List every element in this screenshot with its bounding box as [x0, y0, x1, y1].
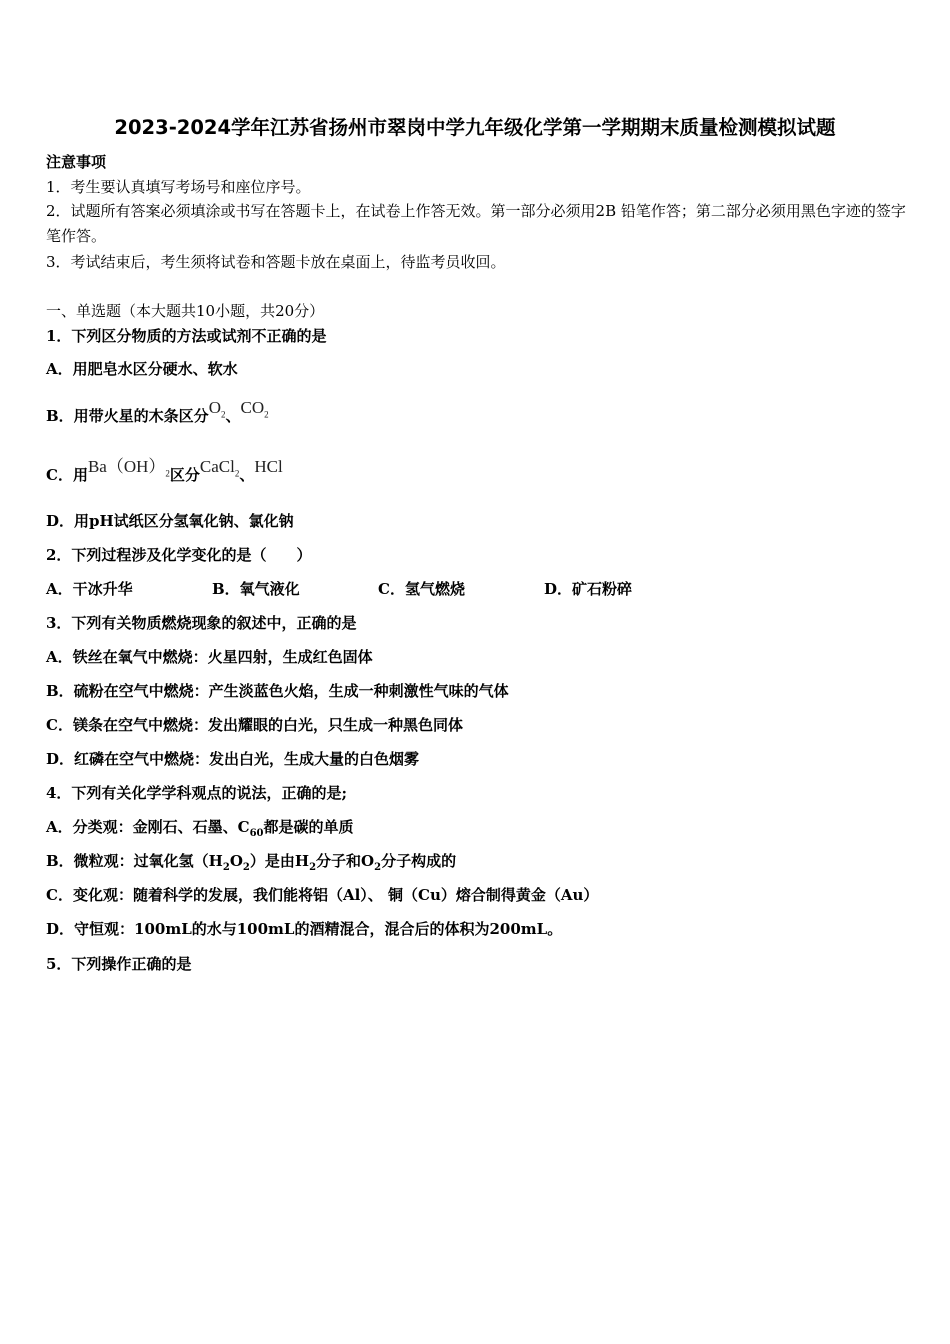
q3-option-c: C．镁条在空气中燃烧：发出耀眼的白光，只生成一种黑色同体	[46, 716, 463, 734]
q1-b-prefix: B．用带火星的木条区分	[46, 407, 209, 425]
q4-option-d: D．守恒观：100mL的水与100mL的酒精混合，混合后的体积为200mL。	[46, 920, 563, 938]
q3-option-a: A．铁丝在氧气中燃烧：火星四射，生成红色固体	[46, 648, 373, 666]
q3-option-d: D．红磷在空气中燃烧：发出白光，生成大量的白色烟雾	[46, 750, 420, 768]
q1-c-separator: 、	[239, 466, 255, 484]
q2-option-b: B．氧气液化	[212, 580, 300, 598]
q1-b-chem-o2: $O_2$	[208, 398, 226, 420]
q2-stem: 2．下列过程涉及化学变化的是（ ）	[46, 546, 312, 564]
q2-options	[46, 579, 632, 599]
notice-item-3: 3．考试结束后，考生须将试卷和答题卡放在桌面上，待监考员收回。	[46, 253, 506, 271]
q1-option-b	[46, 398, 269, 432]
page-title: 2023-2024学年江苏省扬州市翠岗中学九年级化学第一学期期末质量检测模拟试题	[114, 116, 836, 139]
q1-c-chem-hcl: HCl	[254, 457, 283, 476]
q1-stem: 1．下列区分物质的方法或试剂不正确的是	[46, 327, 327, 345]
q4-option-a: A．分类观：金刚石、石墨、$C_{60}$都是碳的单质	[46, 818, 354, 839]
q1-c-mid: 区分	[169, 466, 200, 484]
q1-option-d: D．用pH试纸区分氢氧化钠、氯化钠	[46, 512, 294, 530]
notice-heading: 注意事项	[46, 153, 107, 171]
q4-option-c: C．变化观：随着科学的发展，我们能将铝（Al）、 铜（Cu）熔合制得黄金（Au）	[46, 886, 599, 904]
q3-stem: 3．下列有关物质燃烧现象的叙述中，正确的是	[46, 614, 357, 632]
q1-c-chem-cacl2: CaCl$_2$	[199, 457, 240, 479]
notice-item-2: 2．试题所有答案必须填涂或书写在答题卡上，在试卷上作答无效。第一部分必须用2B 铅笔作答；第二部分必须用黑色字迹的签字笔作答。	[46, 202, 906, 245]
q3-option-b: B．硫粉在空气中燃烧：产生淡蓝色火焰，生成一种刺激性气味的气体	[46, 682, 509, 700]
section-heading: 一、单选题（本大题共10小题，共20分）	[46, 302, 325, 320]
q2-option-d: D．矿石粉碎	[544, 580, 633, 598]
q2-option-a: A．干冰升华	[46, 580, 133, 598]
q1-b-separator: 、	[225, 407, 241, 425]
q1-option-c	[46, 457, 283, 491]
q4-stem: 4．下列有关化学学科观点的说法，正确的是;	[46, 784, 347, 802]
q1-c-prefix: C．用	[46, 466, 88, 484]
q5-stem: 5．下列操作正确的是	[46, 955, 192, 973]
q1-option-a: A．用肥皂水区分硬水、软水	[46, 360, 238, 378]
q2-option-c: C．氢气燃烧	[378, 580, 465, 598]
notice-item-1: 1．考生要认真填写考场号和座位序号。	[46, 178, 311, 196]
q1-c-chem-baoh2: $Ba(OH)_2$	[87, 457, 170, 479]
q1-b-chem-co2: $CO_2$	[240, 398, 269, 420]
q4-option-b: B．微粒观：过氧化氢$(H_2O_2)$是由$H_2$分子和$O_2$分子构成的	[46, 852, 457, 873]
